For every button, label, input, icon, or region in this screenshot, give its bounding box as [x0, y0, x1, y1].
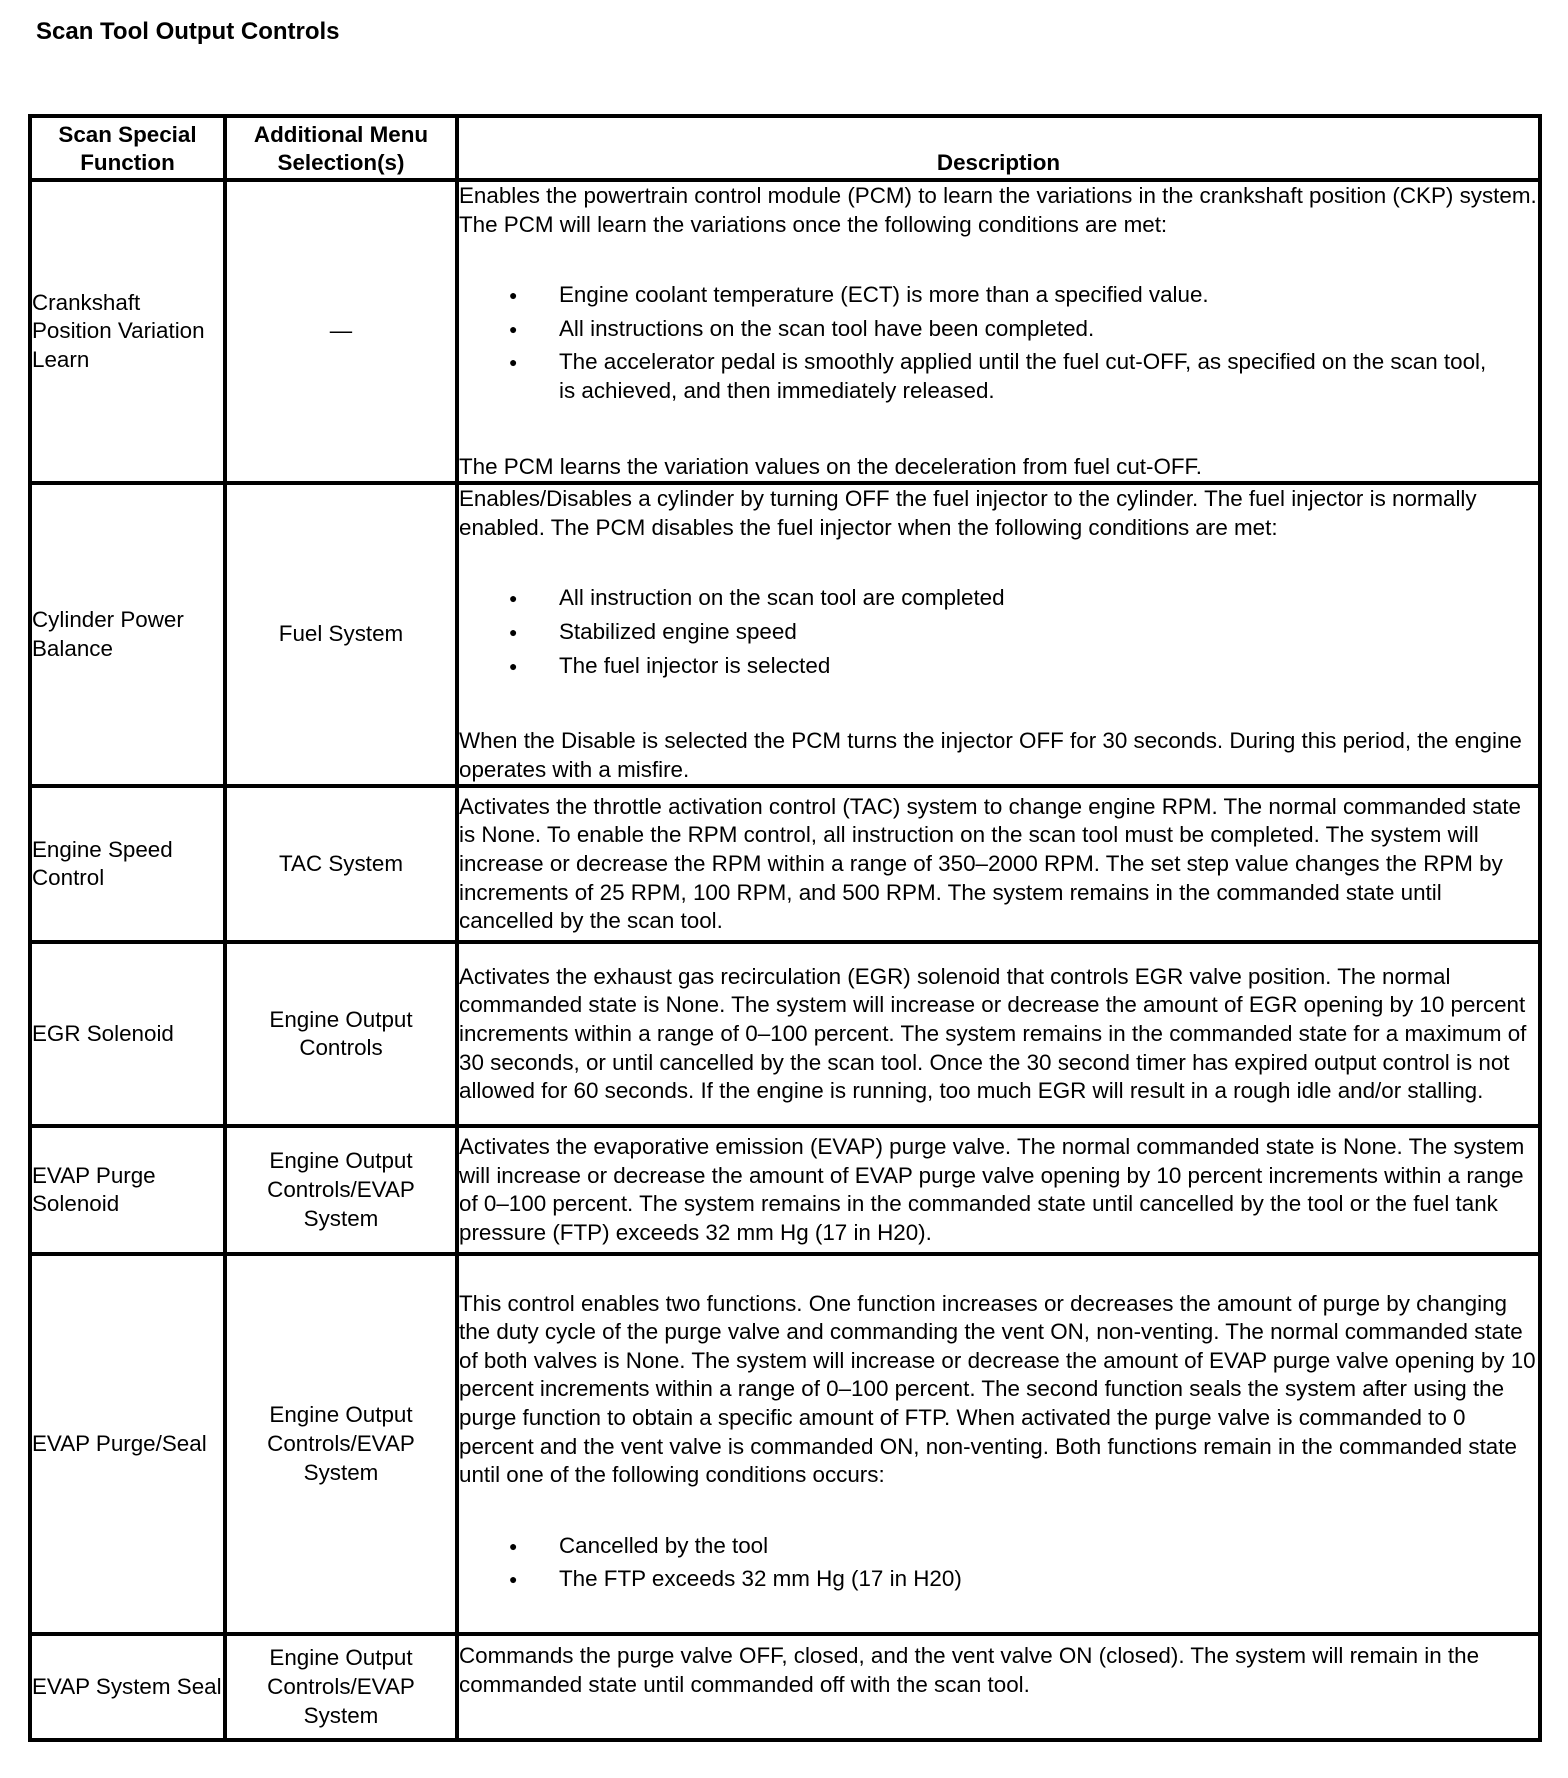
condition-item: ● The accelerator pedal is smoothly applied until the fuel cut-OFF, as specified on the scan tool, is achieved, and then immediately released.: [459, 348, 1538, 405]
header-description: Description: [457, 116, 1540, 180]
menu-cell: Engine Output Controls/EVAP System: [225, 1126, 457, 1254]
function-cell: Cylinder Power Balance: [30, 483, 225, 786]
function-cell: EVAP Purge/Seal: [30, 1254, 225, 1634]
table-row: [30, 1634, 1540, 1740]
condition-item: ● All instructions on the scan tool have been completed.: [459, 315, 1538, 344]
function-cell: Engine Speed Control: [30, 786, 225, 942]
menu-cell: Engine Output Controls/EVAP System: [225, 1634, 457, 1740]
description-cell: [457, 483, 1540, 786]
function-cell: EGR Solenoid: [30, 942, 225, 1126]
description-cell: [457, 786, 1540, 942]
description-intro: Activates the exhaust gas recirculation (EGR) solenoid that controls EGR valve position. The normal commanded state is None. The system will increase or decrease the amount of EGR opening by 10 percent increments within a range of 0–100 percent. The system remains in the commanded state for a maximum of 30 seconds, or until cancelled by the scan tool. Once the 30 second timer has expired output control is not allowed for 60 seconds. If the engine is running, too much EGR will result in a rough idle and/or stalling.: [459, 963, 1527, 1104]
output-controls-table: [28, 114, 1542, 1742]
menu-cell: Engine Output Controls: [225, 942, 457, 1126]
description-intro: Activates the evaporative emission (EVAP) purge valve. The normal commanded state is None. The system will increase or decrease the amount of EVAP purge valve opening by 10 percent increments within a range of 0–100 percent. The system remains in the commanded state until cancelled by the tool or the fuel tank pressure (FTP) exceeds 32 mm Hg (17 in H20).: [459, 1134, 1525, 1245]
description-intro: Activates the throttle activation control (TAC) system to change engine RPM. The normal commanded state is None. To enable the RPM control, all instruction on the scan tool must be completed. The system will increase or decrease the RPM within a range of 350–2000 RPM. The set step value changes the RPM by increments of 25 RPM, 100 RPM, and 500 RPM. The system remains in the commanded state until cancelled by the scan tool.: [459, 793, 1521, 934]
description-cell: [457, 942, 1540, 1126]
condition-list: [459, 1532, 1538, 1594]
table-row: [30, 180, 1540, 483]
condition-item: ● The fuel injector is selected: [459, 652, 1538, 681]
table-row: [30, 942, 1540, 1126]
description-cell: [457, 1634, 1540, 1740]
table-row: [30, 483, 1540, 786]
description-intro: Enables the powertrain control module (PCM) to learn the variations in the crankshaft position (CKP) system. The PCM will learn the variations once the following conditions are met:: [459, 183, 1537, 237]
description-outro: When the Disable is selected the PCM turns the injector OFF for 30 seconds. During this period, the engine operates with a misfire.: [459, 728, 1522, 782]
condition-item: ● All instruction on the scan tool are completed: [459, 584, 1538, 613]
table-row: [30, 1254, 1540, 1634]
condition-item: ● Stabilized engine speed: [459, 618, 1538, 647]
condition-item: ● The FTP exceeds 32 mm Hg (17 in H20): [459, 1565, 1538, 1594]
function-cell: EVAP Purge Solenoid: [30, 1126, 225, 1254]
description-intro: Enables/Disables a cylinder by turning OFF the fuel injector to the cylinder. The fuel injector is normally enabled. The PCM disables the fuel injector when the following conditions are met:: [459, 486, 1477, 540]
table-row: [30, 1126, 1540, 1254]
condition-list: [459, 281, 1538, 405]
description-cell: [457, 180, 1540, 483]
menu-cell: Fuel System: [225, 483, 457, 786]
page-title: Scan Tool Output Controls: [36, 18, 340, 45]
menu-cell: —: [225, 180, 457, 483]
table-header-row: [30, 116, 1540, 180]
header-function: Scan Special Function: [30, 116, 225, 180]
function-cell: EVAP System Seal: [30, 1634, 225, 1740]
condition-list: [459, 584, 1538, 680]
description-intro: Commands the purge valve OFF, closed, and the vent valve ON (closed). The system will remain in the commanded state until commanded off with the scan tool.: [459, 1643, 1480, 1697]
condition-item: ● Cancelled by the tool: [459, 1532, 1538, 1561]
function-cell: Crankshaft Position Variation Learn: [30, 180, 225, 483]
menu-cell: Engine Output Controls/EVAP System: [225, 1254, 457, 1634]
description-cell: [457, 1126, 1540, 1254]
description-cell: [457, 1254, 1540, 1634]
description-intro: This control enables two functions. One function increases or decreases the amount of purge by changing the duty cycle of the purge valve and commanding the vent ON, non-venting. The normal commanded state of both valves is None. The system will increase or decrease the amount of EVAP purge valve opening by 10 percent increments within a range of 0–100 percent. The second function seals the system after using the purge function to obtain a specific amount of FTP. When activated the purge valve is commanded to 0 percent and the vent valve is commanded ON, non-venting. Both functions remain in the commanded state until one of the following conditions occurs:: [459, 1290, 1536, 1488]
header-menu-selection: Additional Menu Selection(s): [225, 116, 457, 180]
condition-item: ● Engine coolant temperature (ECT) is more than a specified value.: [459, 281, 1538, 310]
description-outro: The PCM learns the variation values on the deceleration from fuel cut-OFF.: [459, 453, 1202, 479]
table-row: [30, 786, 1540, 942]
menu-cell: TAC System: [225, 786, 457, 942]
